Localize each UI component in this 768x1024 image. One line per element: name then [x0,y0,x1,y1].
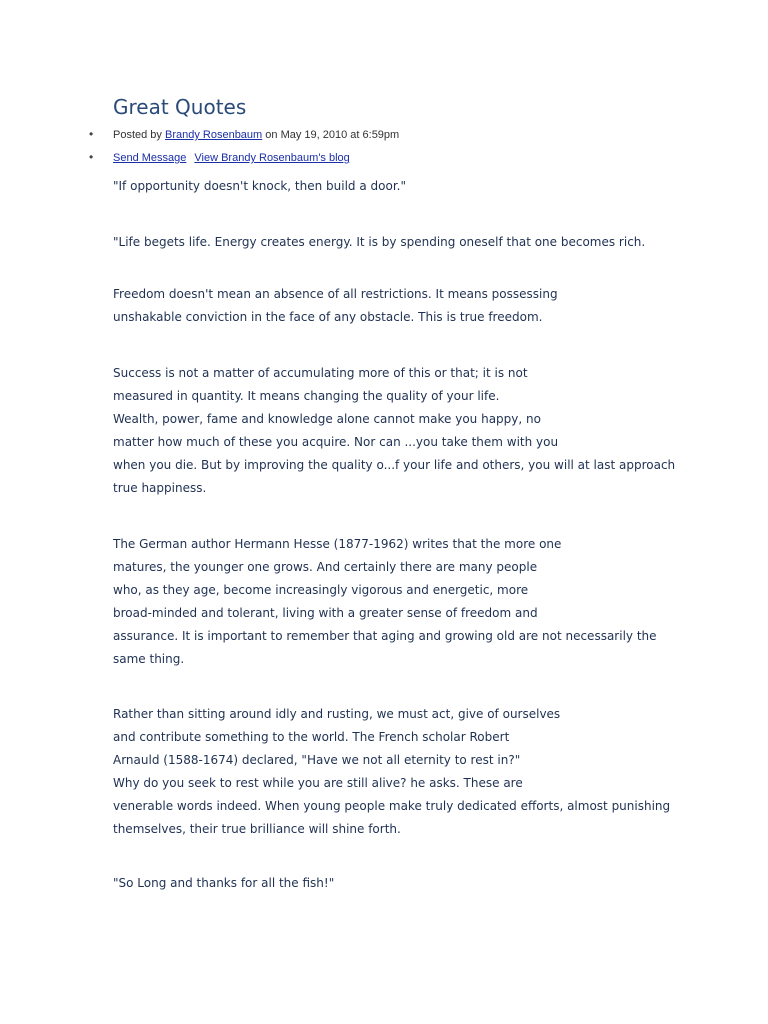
post-date: on May 19, 2010 at 6:59pm [265,129,400,141]
paragraph-line: same thing. [113,652,185,666]
paragraph-line: true happiness. [113,481,207,495]
post-meta-posted [89,127,399,142]
paragraph-line: Wealth, power, fame and knowledge alone cannot make you happy, no [113,412,541,426]
posted-by-label: Posted by [113,129,162,141]
paragraph-line: measured in quantity. It means changing the quality of your life. [113,389,500,403]
paragraph-line: Arnauld (1588-1674) declared, "Have we not all eternity to rest in?" [113,753,521,767]
paragraph-line: unshakable conviction in the face of any obstacle. This is true freedom. [113,310,543,324]
paragraph-line: matures, the younger one grows. And certainly there are many people [113,560,538,574]
quote-paragraph-1 [113,175,713,198]
bullet-icon: • [89,127,94,141]
quote-paragraph-6 [113,703,713,841]
post-meta-actions [89,150,350,165]
paragraph-line: broad-minded and tolerant, living with a greater sense of freedom and [113,606,538,620]
paragraph-line: venerable words indeed. When young people make truly dedicated efforts, almost punishing [113,799,671,813]
paragraph-line: assurance. It is important to remember that aging and growing old are not necessarily the [113,629,657,643]
paragraph-line: "If opportunity doesn't knock, then build a door." [113,179,406,193]
paragraph-line: and contribute something to the world. The French scholar Robert [113,730,510,744]
paragraph-line: when you die. But by improving the quality o...f your life and others, you will at last approach [113,458,676,472]
paragraph-line: Why do you seek to rest while you are still alive? he asks. These are [113,776,523,790]
paragraph-line: The German author Hermann Hesse (1877-1962) writes that the more one [113,537,562,551]
bullet-icon: • [89,150,94,164]
send-message-link[interactable]: Send Message [113,152,187,164]
quote-paragraph-2 [113,231,713,254]
page-title: Great Quotes [113,95,247,119]
paragraph-line: Success is not a matter of accumulating more of this or that; it is not [113,366,528,380]
author-link[interactable]: Brandy Rosenbaum [164,129,263,141]
quote-paragraph-3 [113,283,713,329]
view-blog-link[interactable]: View Brandy Rosenbaum's blog [194,152,350,164]
paragraph-line: "Life begets life. Energy creates energy. It is by spending oneself that one becomes rich. [113,235,646,249]
quote-paragraph-7 [113,872,713,895]
quote-paragraph-4 [113,362,713,500]
paragraph-line: matter how much of these you acquire. Nor can ...you take them with you [113,435,559,449]
paragraph-line: who, as they age, become increasingly vigorous and energetic, more [113,583,529,597]
paragraph-line: Rather than sitting around idly and rusting, we must act, give of ourselves [113,707,561,721]
paragraph-line: Freedom doesn't mean an absence of all restrictions. It means possessing [113,287,558,301]
paragraph-line: "So Long and thanks for all the fish!" [113,876,335,890]
quote-paragraph-5 [113,533,713,671]
paragraph-line: themselves, their true brilliance will shine forth. [113,822,401,836]
